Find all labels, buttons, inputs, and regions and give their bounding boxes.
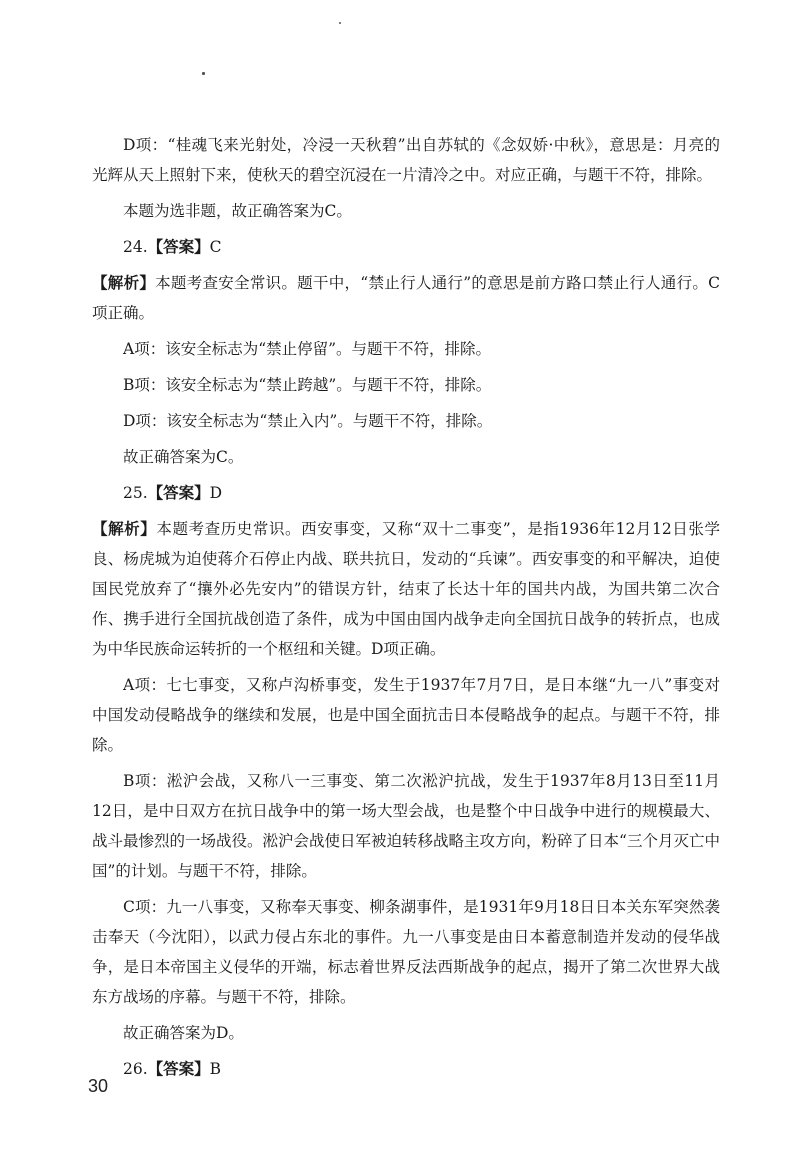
analysis-label: 【解析】 bbox=[92, 519, 157, 538]
analysis-paragraph bbox=[92, 514, 720, 664]
paragraph: C项：九一八事变，又称奉天事变、柳条湖事件，是1931年9月18日日本关东军突然袭击奉天（今沈阳），以武力侵占东北的事件。九一八事变是由日本蓄意制造并发动的侵华战争，是日本帝国主义侵华的开端，标志着世界反法西斯战争的起点，揭开了第二次世界大战东方战场的序幕。与题干不符，排除。 bbox=[92, 898, 720, 1006]
paragraph: 故正确答案为C。 bbox=[123, 448, 244, 466]
page-number: 30 bbox=[88, 1076, 109, 1096]
paragraph: D项：“桂魂飞来光射处，冷浸一天秋碧”出自苏轼的《念奴娇·中秋》，意思是：月亮的光辉从天上照射下来，使秋天的碧空沉浸在一片清冷之中。对应正确，与题干不符，排除。 bbox=[92, 136, 720, 184]
paragraph: B项：淞沪会战，又称八一三事变、第二次淞沪抗战，发生于1937年8月13日至11月12日，是中日双方在抗日战争中的第一场大型会战，也是整个中日战争中进行的规模最大、战斗最惨烈的一场战役。淞沪会战使日军被迫转移战略主攻方向，粉碎了日本“三个月灭亡中国”的计划。与题干不符，排除。 bbox=[92, 772, 720, 880]
paragraph: B项：该安全标志为“禁止跨越”。与题干不符，排除。 bbox=[123, 376, 492, 394]
answer-line bbox=[92, 232, 720, 262]
question-number: 24. bbox=[123, 238, 148, 256]
answer-label: 【答案】 bbox=[147, 483, 210, 502]
paragraph: 本题为选非题，故正确答案为C。 bbox=[123, 202, 352, 220]
answer-explanation-body bbox=[92, 130, 720, 1090]
analysis-text: 本题考查历史常识。西安事变，又称“双十二事变”，是指1936年12月12日张学良、杨虎城为迫使蒋介石停止内战、联共抗日，发动的“兵谏”。西安事变的和平解决，迫使国民党放弃了“攘外必先安内”的错误方针，结束了长达十年的国共内战，为国共第二次合作、携手进行全国抗战创造了条件，成为中国由国内战争走向全国抗日战争的转折点，也成为中华民族命运转折的一个枢纽和关键。D项正确。 bbox=[92, 520, 720, 658]
answer-value: D bbox=[209, 484, 223, 502]
analysis-label: 【解析】 bbox=[92, 273, 156, 292]
analysis-text: 本题考查安全常识。题干中，“禁止行人通行”的意思是前方路口禁止行人通行。C项正确。 bbox=[92, 274, 720, 322]
answer-label: 【答案】 bbox=[147, 237, 210, 256]
analysis-paragraph bbox=[92, 268, 720, 328]
answer-value: B bbox=[209, 1060, 222, 1078]
scan-speck bbox=[202, 72, 205, 75]
paragraph: 故正确答案为D。 bbox=[123, 1024, 244, 1042]
question-number: 25. bbox=[123, 484, 148, 502]
paragraph: A项：七七事变，又称卢沟桥事变，发生于1937年7月7日，是日本继“九一八”事变对中国发动侵略战争的继续和发展，也是中国全面抗击日本侵略战争的起点。与题干不符，排除。 bbox=[92, 676, 720, 754]
answer-line bbox=[92, 478, 720, 508]
answer-label: 【答案】 bbox=[147, 1059, 210, 1078]
paragraph: A项：该安全标志为“禁止停留”。与题干不符，排除。 bbox=[123, 340, 492, 358]
question-number: 26. bbox=[123, 1060, 148, 1078]
answer-line bbox=[92, 1054, 720, 1084]
paragraph: D项：该安全标志为“禁止入内”。与题干不符，排除。 bbox=[123, 412, 493, 430]
scan-speck bbox=[339, 22, 341, 24]
answer-value: C bbox=[209, 238, 222, 256]
